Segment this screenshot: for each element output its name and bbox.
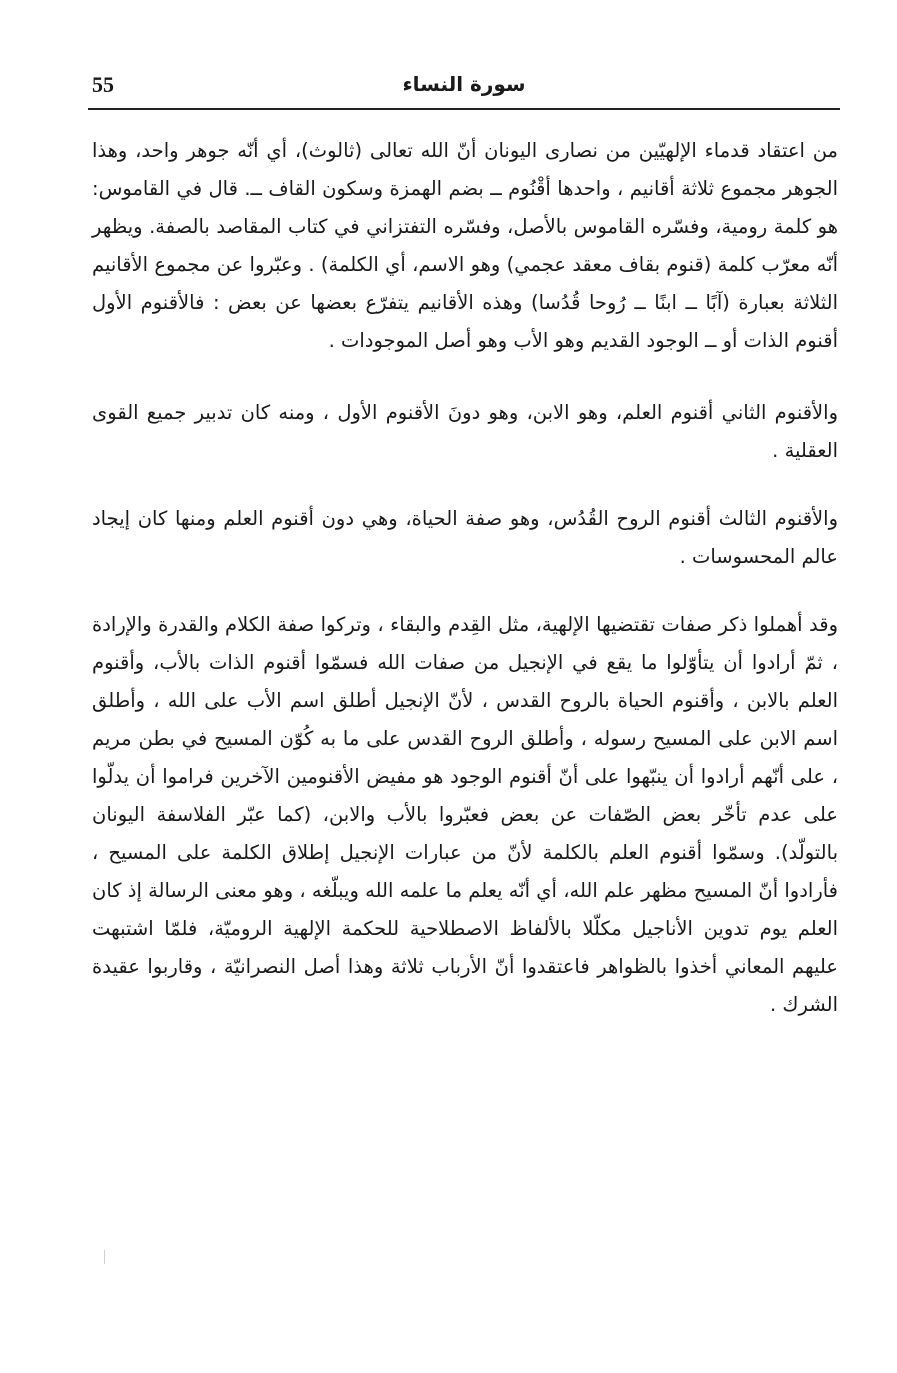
- margin-mark: [104, 1250, 105, 1264]
- page-number: 55: [92, 72, 114, 97]
- paragraph-trinity-definition: من اعتقاد قدماء الإلهيّين من نصارى اليونان أنّ الله تعالى (ثالوث)، أي أنّه جوهر واحد، وهذا الجوهر مجموع ثلاثة أقانيم ، واحدها أقْنُوم ــ بضم الهمزة وسكون القاف ــ. قال في القاموس: هو كلمة رومية، وفسّره القاموس بالأصل، وفسّره التفتزاني في كتاب المقاصد بالصفة. ويظهر أنّه معرّب كلمة (قنوم بقاف معقد عجمي) وهو الاسم، أي الكلمة) . وعبّروا عن مجموع الأقانيم الثلاثة بعبارة (آبًا ــ ابنًا ــ رُوحا قُدُسا) وهذه الأقانيم يتفرّع بعضها عن بعض : فالأقنوم الأول أقنوم الذات أو ــ الوجود القديم وهو الأب وهو أصل الموجودات .: [92, 139, 838, 352]
- body-text: [92, 132, 838, 1024]
- running-title: سورة النساء: [402, 72, 526, 96]
- paragraph-neglected-attributes: وقد أهملوا ذكر صفات تقتضيها الإلهية، مثل القِدم والبقاء ، وتركوا صفة الكلام والقدرة والإرادة ، ثمّ أرادوا أن يتأوّلوا ما يقع في الإنجيل من صفات الله فسمّوا أقنوم الذات بالأب، وأقنوم العلم بالابن ، وأقنوم الحياة بالروح القدس ، لأنّ الإنجيل أطلق اسم الأب على الله ، وأطلق اسم الابن على المسيح رسوله ، وأطلق الروح القدس على ما به كُوّن المسيح في بطن مريم ، على أنّهم أرادوا أن ينبّهوا على أنّ أقنوم الوجود هو مفيض الأقنومين الآخرين فراموا أن يدلّوا على عدم تأخّر بعض الصّفات عن بعض فعبّروا بالأب والابن، (كما عبّر الفلاسفة اليونان بالتولّد). وسمّوا أقنوم العلم بالكلمة لأنّ من عبارات الإنجيل إطلاق الكلمة على المسيح ، فأرادوا أنّ المسيح مظهر علم الله، أي أنّه يعلم ما علمه الله ويبلّغه ، وهو معنى الرسالة إذ كان العلم يوم تدوين الأناجيل مكلّلا بالألفاظ الاصطلاحية للحكمة الإلهية الروميّة، فلمّا اشتبهت عليهم المعاني أخذوا بالظواهر فاعتقدوا أنّ الأرباب ثلاثة وهذا أصل النصرانيّة ، وقاربوا عقيدة الشرك .: [92, 613, 838, 1016]
- paragraph-third-hypostasis: والأقنوم الثالث أقنوم الروح القُدُس، وهو صفة الحياة، وهي دون أقنوم العلم ومنها كان إيجاد عالم المحسوسات .: [92, 507, 838, 568]
- paragraph-second-hypostasis: والأقنوم الثاني أقنوم العلم، وهو الابن، وهو دونَ الأقنوم الأول ، ومنه كان تدبير جميع القوى العقلية .: [92, 401, 838, 462]
- header-rule: [88, 108, 840, 110]
- page-header: [88, 68, 840, 108]
